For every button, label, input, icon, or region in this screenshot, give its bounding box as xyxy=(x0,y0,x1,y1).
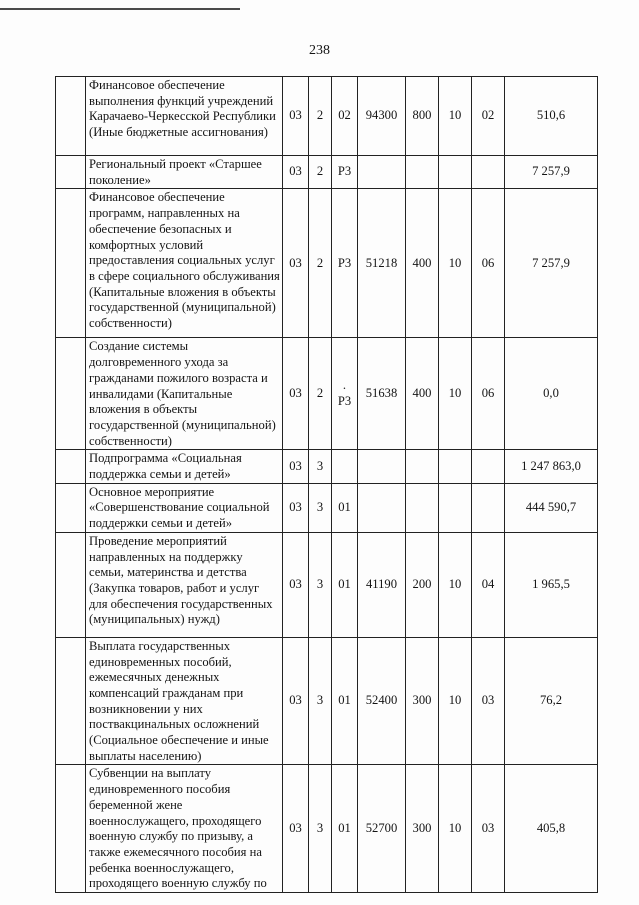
amount-cell: 7 257,9 xyxy=(505,189,598,338)
code-cell-c2: 3 xyxy=(309,532,332,637)
code-cell-c6 xyxy=(439,483,472,532)
code-cell-c6: 10 xyxy=(439,532,472,637)
code-cell-c4 xyxy=(358,450,406,483)
code-cell-c1: 03 xyxy=(283,532,309,637)
table-body xyxy=(56,77,598,893)
code-cell-c2: 3 xyxy=(309,637,332,765)
code-cell-c4: 41190 xyxy=(358,532,406,637)
code-cell-c7 xyxy=(472,450,505,483)
code-cell-c5 xyxy=(406,156,439,189)
code-cell-c1: 03 xyxy=(283,338,309,450)
amount-cell: 7 257,9 xyxy=(505,156,598,189)
code-cell-c2: 3 xyxy=(309,765,332,893)
code-cell-c7: 02 xyxy=(472,77,505,156)
table-row xyxy=(56,77,598,156)
code-cell-c1: 03 xyxy=(283,77,309,156)
code-cell-c7: 04 xyxy=(472,532,505,637)
code-cell-c6: 10 xyxy=(439,338,472,450)
code-cell-c5: 300 xyxy=(406,637,439,765)
code-cell-c6 xyxy=(439,450,472,483)
code-cell-c7 xyxy=(472,156,505,189)
item-name: Финансовое обеспечение выполнения функций учреждений Карачаево-Черкесской Республики (Иные бюджетные ассигнования) xyxy=(86,77,283,156)
code-cell-c7 xyxy=(472,483,505,532)
item-name: Региональный проект «Старшее поколение» xyxy=(86,156,283,189)
code-cell-c5: 300 xyxy=(406,765,439,893)
code-cell-c5 xyxy=(406,483,439,532)
item-name: Субвенции на выплату единовременного пособия беременной жене военнослужащего, проходящего военную службу по призыву, а также ежемесячного пособия на ребенка военнослужащего, проходящего военную службу по xyxy=(86,765,283,893)
amount-cell: 1 965,5 xyxy=(505,532,598,637)
code-cell-c6: 10 xyxy=(439,189,472,338)
code-cell-c4: 52400 xyxy=(358,637,406,765)
code-cell-c4: 51218 xyxy=(358,189,406,338)
code-cell-c2: 2 xyxy=(309,77,332,156)
item-name: Подпрограмма «Социальная поддержка семьи и детей» xyxy=(86,450,283,483)
row-number-cell xyxy=(56,637,86,765)
row-number-cell xyxy=(56,450,86,483)
amount-cell: 405,8 xyxy=(505,765,598,893)
row-number-cell xyxy=(56,189,86,338)
code-cell-c2: 2 xyxy=(309,338,332,450)
code-cell-c3: 01 xyxy=(332,637,358,765)
row-number-cell xyxy=(56,77,86,156)
table-row xyxy=(56,637,598,765)
row-number-cell xyxy=(56,156,86,189)
table-row xyxy=(56,450,598,483)
row-number-cell xyxy=(56,483,86,532)
code-cell-c7: 03 xyxy=(472,637,505,765)
code-cell-c2: 3 xyxy=(309,483,332,532)
code-cell-c6: 10 xyxy=(439,637,472,765)
code-cell-c3: 01 xyxy=(332,765,358,893)
page-number: 238 xyxy=(309,43,330,58)
item-name: Проведение мероприятий направленных на поддержку семьи, материнства и детства (Закупка товаров, работ и услуг для обеспечения государственных (муниципальных) нужд) xyxy=(86,532,283,637)
row-number-cell xyxy=(56,532,86,637)
code-cell-c5: 200 xyxy=(406,532,439,637)
code-cell-c1: 03 xyxy=(283,450,309,483)
table-row xyxy=(56,765,598,893)
code-cell-c2: 2 xyxy=(309,156,332,189)
code-cell-c4 xyxy=(358,483,406,532)
budget-table xyxy=(55,76,598,893)
code-cell-c6: 10 xyxy=(439,765,472,893)
item-name: Создание системы долговременного ухода за гражданами пожилого возраста и инвалидами (Капитальные вложения в объекты государственной (муниципальной) собственности) xyxy=(86,338,283,450)
code-cell-c7: 06 xyxy=(472,338,505,450)
code-cell-c4: 52700 xyxy=(358,765,406,893)
amount-cell: 0,0 xyxy=(505,338,598,450)
code-cell-c1: 03 xyxy=(283,765,309,893)
code-cell-c1: 03 xyxy=(283,483,309,532)
scan-edge-line xyxy=(0,8,240,10)
table-row xyxy=(56,532,598,637)
amount-cell: 444 590,7 xyxy=(505,483,598,532)
code-cell-c1: 03 xyxy=(283,637,309,765)
code-cell-c3: 01 xyxy=(332,532,358,637)
code-cell-c1: 03 xyxy=(283,156,309,189)
code-cell-c5: 400 xyxy=(406,338,439,450)
code-cell-c5 xyxy=(406,450,439,483)
table-row xyxy=(56,483,598,532)
row-number-cell xyxy=(56,765,86,893)
table-row xyxy=(56,338,598,450)
item-name: Финансовое обеспечение программ, направленных на обеспечение безопасных и комфортных условий предоставления социальных услуг в сфере социального обслуживания (Капитальные вложения в объекты государственной (муниципальной) собственности) xyxy=(86,189,283,338)
table-row xyxy=(56,156,598,189)
amount-cell: 76,2 xyxy=(505,637,598,765)
code-cell-c3: 01 xyxy=(332,483,358,532)
table-row xyxy=(56,189,598,338)
code-cell-c6: 10 xyxy=(439,77,472,156)
code-cell-c2: 2 xyxy=(309,189,332,338)
code-cell-c4: 51638 xyxy=(358,338,406,450)
item-name: Основное мероприятие «Совершенствование социальной поддержки семьи и детей» xyxy=(86,483,283,532)
amount-cell: 1 247 863,0 xyxy=(505,450,598,483)
code-cell-c4: 94300 xyxy=(358,77,406,156)
code-cell-c7: 03 xyxy=(472,765,505,893)
code-cell-c6 xyxy=(439,156,472,189)
code-cell-c3: P3 xyxy=(332,156,358,189)
code-cell-c5: 400 xyxy=(406,189,439,338)
code-cell-c3: . P3 xyxy=(332,338,358,450)
code-cell-c7: 06 xyxy=(472,189,505,338)
code-cell-c5: 800 xyxy=(406,77,439,156)
code-cell-c2: 3 xyxy=(309,450,332,483)
code-cell-c1: 03 xyxy=(283,189,309,338)
code-cell-c4 xyxy=(358,156,406,189)
item-name: Выплата государственных единовременных пособий, ежемесячных денежных компенсаций гражданам при возникновении у них поствакцинальных осложнений (Социальное обеспечение и иные выплаты населению) xyxy=(86,637,283,765)
row-number-cell xyxy=(56,338,86,450)
code-cell-c3: 02 xyxy=(332,77,358,156)
code-cell-c3: P3 xyxy=(332,189,358,338)
code-cell-c3 xyxy=(332,450,358,483)
amount-cell: 510,6 xyxy=(505,77,598,156)
